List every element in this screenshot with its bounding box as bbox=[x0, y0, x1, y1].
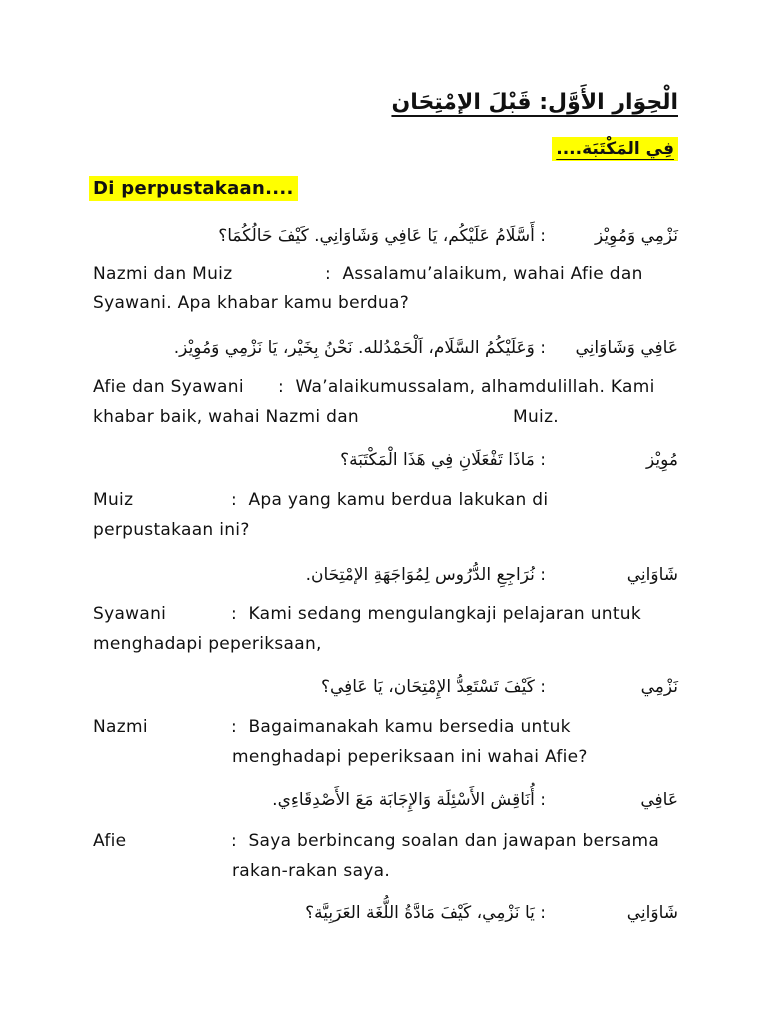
malay-speaker-1: Nazmi dan Muiz bbox=[93, 264, 233, 284]
arabic-speaker-6: عَافِي bbox=[640, 790, 678, 810]
malay-speaker-6: Afie bbox=[93, 831, 127, 851]
malay-line-3b: perpustakaan ini? bbox=[93, 520, 250, 540]
subtitle-arabic-text: فِي المَكْتَبَة.... bbox=[552, 137, 678, 161]
arabic-colon: : bbox=[540, 338, 546, 358]
arabic-colon: : bbox=[540, 903, 546, 923]
arabic-speaker-3: مُوِيْز bbox=[646, 450, 678, 470]
malay-text-3a: Apa yang kamu berdua lakukan di bbox=[248, 490, 549, 510]
arabic-line-4 bbox=[306, 565, 546, 585]
malay-text-6a: Saya berbincang soalan dan jawapan bersama bbox=[248, 831, 660, 851]
arabic-text-5: كَيْفَ تَسْتَعِدُّ الإِمْتِحَان، يَا عَافِي؟ bbox=[320, 677, 535, 697]
malay-line-1a bbox=[325, 264, 643, 284]
arabic-colon: : bbox=[540, 677, 546, 697]
arabic-text-1: أَسَّلَامُ عَلَيْكُم، يَا عَافِي وَشَاوَانِي. كَيْفَ حَالُكُمَا؟ bbox=[218, 226, 535, 246]
arabic-line-7 bbox=[305, 903, 546, 923]
malay-speaker-4: Syawani bbox=[93, 604, 167, 624]
arabic-colon: : bbox=[540, 565, 546, 585]
malay-line-2a bbox=[278, 377, 655, 397]
subtitle-malay-text: Di perpustakaan.... bbox=[89, 176, 298, 201]
arabic-line-1 bbox=[218, 226, 546, 246]
malay-line-2b: khabar baik, wahai Nazmi dan bbox=[93, 407, 359, 427]
malay-colon: : bbox=[325, 264, 332, 284]
arabic-speaker-4: شَاوَانِي bbox=[626, 565, 678, 585]
malay-line-2c: Muiz. bbox=[513, 407, 559, 427]
page-title: الْحِوَار الأَوَّل: قَبْلَ الإمْتِحَان bbox=[391, 90, 678, 115]
subtitle-arabic bbox=[552, 139, 678, 159]
arabic-line-2 bbox=[174, 338, 546, 358]
malay-line-4a bbox=[231, 604, 641, 624]
malay-text-1a: Assalamu’alaikum, wahai Afie dan bbox=[342, 264, 643, 284]
arabic-speaker-1: نَزْمِي وَمُوِيْز bbox=[595, 226, 678, 246]
malay-line-5b: menghadapi peperiksaan ini wahai Afie? bbox=[232, 747, 588, 767]
malay-line-6a bbox=[231, 831, 659, 851]
malay-colon: : bbox=[278, 377, 285, 397]
arabic-line-6 bbox=[272, 790, 546, 810]
malay-line-1b: Syawani. Apa khabar kamu berdua? bbox=[93, 293, 410, 313]
malay-colon: : bbox=[231, 490, 238, 510]
arabic-text-3: مَاذَا تَفْعَلَانِ فِي هَذَا الْمَكْتَبَة؟ bbox=[340, 450, 535, 470]
malay-speaker-2: Afie dan Syawani bbox=[93, 377, 244, 397]
malay-speaker-5: Nazmi bbox=[93, 717, 148, 737]
malay-line-6b: rakan-rakan saya. bbox=[232, 861, 391, 881]
arabic-speaker-7: شَاوَانِي bbox=[626, 903, 678, 923]
malay-colon: : bbox=[231, 604, 238, 624]
arabic-colon: : bbox=[540, 226, 546, 246]
arabic-text-7: يَا نَزْمِي، كَيْفَ مَادَّةُ اللُّغَة العَرَبِيَّة؟ bbox=[305, 903, 535, 923]
malay-colon: : bbox=[231, 831, 238, 851]
malay-text-5a: Bagaimanakah kamu bersedia untuk bbox=[248, 717, 571, 737]
malay-text-4a: Kami sedang mengulangkaji pelajaran untuk bbox=[248, 604, 642, 624]
malay-colon: : bbox=[231, 717, 238, 737]
malay-line-4b: menghadapi peperiksaan, bbox=[93, 634, 322, 654]
malay-line-3a bbox=[231, 490, 548, 510]
arabic-text-2: وَعَلَيْكُمُ السَّلَام، اَلْحَمْدُلله. نَحْنُ بِخَيْر، يَا نَزْمِي وَمُوِيْز. bbox=[173, 338, 535, 358]
arabic-line-3 bbox=[340, 450, 546, 470]
arabic-speaker-5: نَزْمِي bbox=[640, 677, 678, 697]
arabic-line-5 bbox=[321, 677, 546, 697]
arabic-colon: : bbox=[540, 450, 546, 470]
arabic-speaker-2: عَافِي وَشَاوَانِي bbox=[575, 338, 678, 358]
malay-speaker-3: Muiz bbox=[93, 490, 134, 510]
arabic-text-4: نُرَاجِعِ الدُّرُوس لِمُوَاجَهَةِ الإمْتِحَان. bbox=[305, 565, 535, 585]
subtitle-malay bbox=[89, 178, 298, 199]
malay-line-5a bbox=[231, 717, 571, 737]
arabic-text-6: أُنَاقِش الأَسْئِلَة وَالإِجَابَة مَعَ الأَصْدِقَاءِي. bbox=[272, 790, 535, 810]
malay-text-2a: Wa’alaikumussalam, alhamdulillah. Kami bbox=[295, 377, 655, 397]
arabic-colon: : bbox=[540, 790, 546, 810]
